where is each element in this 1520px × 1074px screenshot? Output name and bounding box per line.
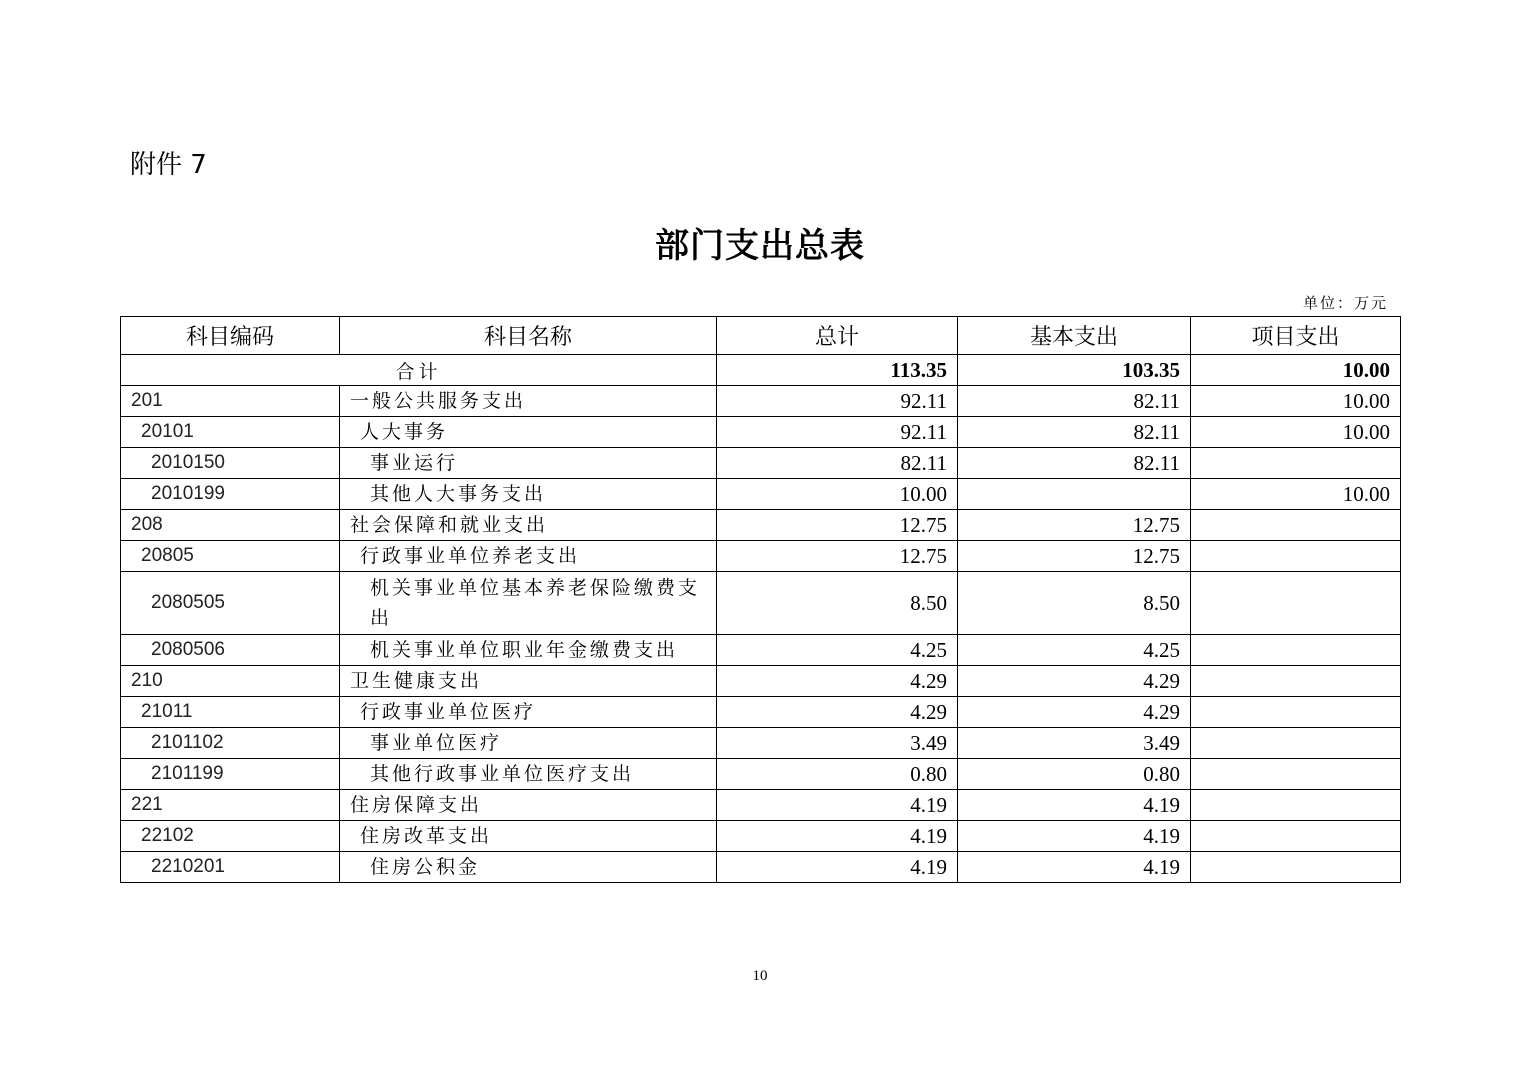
total-project: 10.00	[1191, 355, 1401, 386]
header-code: 科目编码	[121, 317, 340, 355]
row-basic: 82.11	[958, 386, 1191, 417]
row-code: 221	[121, 790, 340, 821]
row-name: 其他行政事业单位医疗支出	[340, 759, 717, 790]
row-code: 20805	[121, 541, 340, 572]
row-project	[1191, 448, 1401, 479]
row-total: 12.75	[717, 510, 958, 541]
row-basic: 4.19	[958, 790, 1191, 821]
row-total: 4.19	[717, 790, 958, 821]
header-name: 科目名称	[340, 317, 717, 355]
table-row	[121, 572, 1401, 635]
row-total: 8.50	[717, 572, 958, 635]
total-total: 113.35	[717, 355, 958, 386]
total-basic: 103.35	[958, 355, 1191, 386]
table-row	[121, 852, 1401, 883]
row-code: 20101	[121, 417, 340, 448]
table-row	[121, 759, 1401, 790]
table-row	[121, 790, 1401, 821]
row-name: 事业单位医疗	[340, 728, 717, 759]
row-code: 2101102	[121, 728, 340, 759]
row-project	[1191, 821, 1401, 852]
row-basic: 4.19	[958, 821, 1191, 852]
row-code: 2210201	[121, 852, 340, 883]
row-name: 社会保障和就业支出	[340, 510, 717, 541]
row-name: 机关事业单位职业年金缴费支出	[340, 635, 717, 666]
row-basic: 4.29	[958, 697, 1191, 728]
table-row	[121, 386, 1401, 417]
table-row	[121, 479, 1401, 510]
row-total: 82.11	[717, 448, 958, 479]
row-code: 22102	[121, 821, 340, 852]
row-basic	[958, 479, 1191, 510]
row-project	[1191, 572, 1401, 635]
row-code: 21011	[121, 697, 340, 728]
unit-label: 单位：万元	[1302, 294, 1388, 312]
row-total: 3.49	[717, 728, 958, 759]
attachment-label: 附件 7	[130, 150, 207, 180]
row-name: 一般公共服务支出	[340, 386, 717, 417]
row-project: 10.00	[1191, 386, 1401, 417]
row-project: 10.00	[1191, 479, 1401, 510]
row-total: 10.00	[717, 479, 958, 510]
table-row	[121, 666, 1401, 697]
header-total: 总计	[717, 317, 958, 355]
row-project	[1191, 728, 1401, 759]
header-project: 项目支出	[1191, 317, 1401, 355]
table-row	[121, 728, 1401, 759]
row-name: 住房改革支出	[340, 821, 717, 852]
row-basic: 0.80	[958, 759, 1191, 790]
row-basic: 3.49	[958, 728, 1191, 759]
row-code: 2010199	[121, 479, 340, 510]
row-name: 事业运行	[340, 448, 717, 479]
row-code: 2010150	[121, 448, 340, 479]
row-name: 其他人大事务支出	[340, 479, 717, 510]
table-row	[121, 635, 1401, 666]
row-name: 住房保障支出	[340, 790, 717, 821]
row-total: 4.29	[717, 666, 958, 697]
table-row	[121, 417, 1401, 448]
row-basic: 82.11	[958, 448, 1191, 479]
row-name: 住房公积金	[340, 852, 717, 883]
row-code: 201	[121, 386, 340, 417]
row-basic: 4.19	[958, 852, 1191, 883]
header-basic: 基本支出	[958, 317, 1191, 355]
row-code: 2080505	[121, 572, 340, 635]
row-total: 4.19	[717, 852, 958, 883]
row-name: 行政事业单位养老支出	[340, 541, 717, 572]
row-basic: 4.25	[958, 635, 1191, 666]
page-number: 10	[752, 968, 768, 984]
page-title: 部门支出总表	[655, 226, 865, 266]
table-header-row	[121, 317, 1401, 355]
row-code: 210	[121, 666, 340, 697]
row-project	[1191, 635, 1401, 666]
row-total: 92.11	[717, 386, 958, 417]
table-row	[121, 510, 1401, 541]
row-name: 机关事业单位基本养老保险缴费支出	[340, 572, 717, 635]
table-row	[121, 821, 1401, 852]
row-basic: 8.50	[958, 572, 1191, 635]
row-total: 92.11	[717, 417, 958, 448]
row-basic: 4.29	[958, 666, 1191, 697]
table-row	[121, 541, 1401, 572]
row-project	[1191, 666, 1401, 697]
table-row	[121, 697, 1401, 728]
row-project	[1191, 790, 1401, 821]
row-code: 208	[121, 510, 340, 541]
row-project	[1191, 759, 1401, 790]
row-total: 0.80	[717, 759, 958, 790]
row-project	[1191, 510, 1401, 541]
row-project	[1191, 852, 1401, 883]
table-row	[121, 448, 1401, 479]
row-name: 人大事务	[340, 417, 717, 448]
row-code: 2101199	[121, 759, 340, 790]
row-project: 10.00	[1191, 417, 1401, 448]
row-total: 4.19	[717, 821, 958, 852]
row-code: 2080506	[121, 635, 340, 666]
row-total: 4.29	[717, 697, 958, 728]
row-total: 12.75	[717, 541, 958, 572]
row-basic: 82.11	[958, 417, 1191, 448]
total-row	[121, 355, 1401, 386]
row-basic: 12.75	[958, 510, 1191, 541]
total-label: 合计	[121, 355, 717, 386]
row-total: 4.25	[717, 635, 958, 666]
row-name: 行政事业单位医疗	[340, 697, 717, 728]
row-project	[1191, 697, 1401, 728]
expenditure-table	[120, 316, 1401, 883]
row-project	[1191, 541, 1401, 572]
row-name: 卫生健康支出	[340, 666, 717, 697]
row-basic: 12.75	[958, 541, 1191, 572]
